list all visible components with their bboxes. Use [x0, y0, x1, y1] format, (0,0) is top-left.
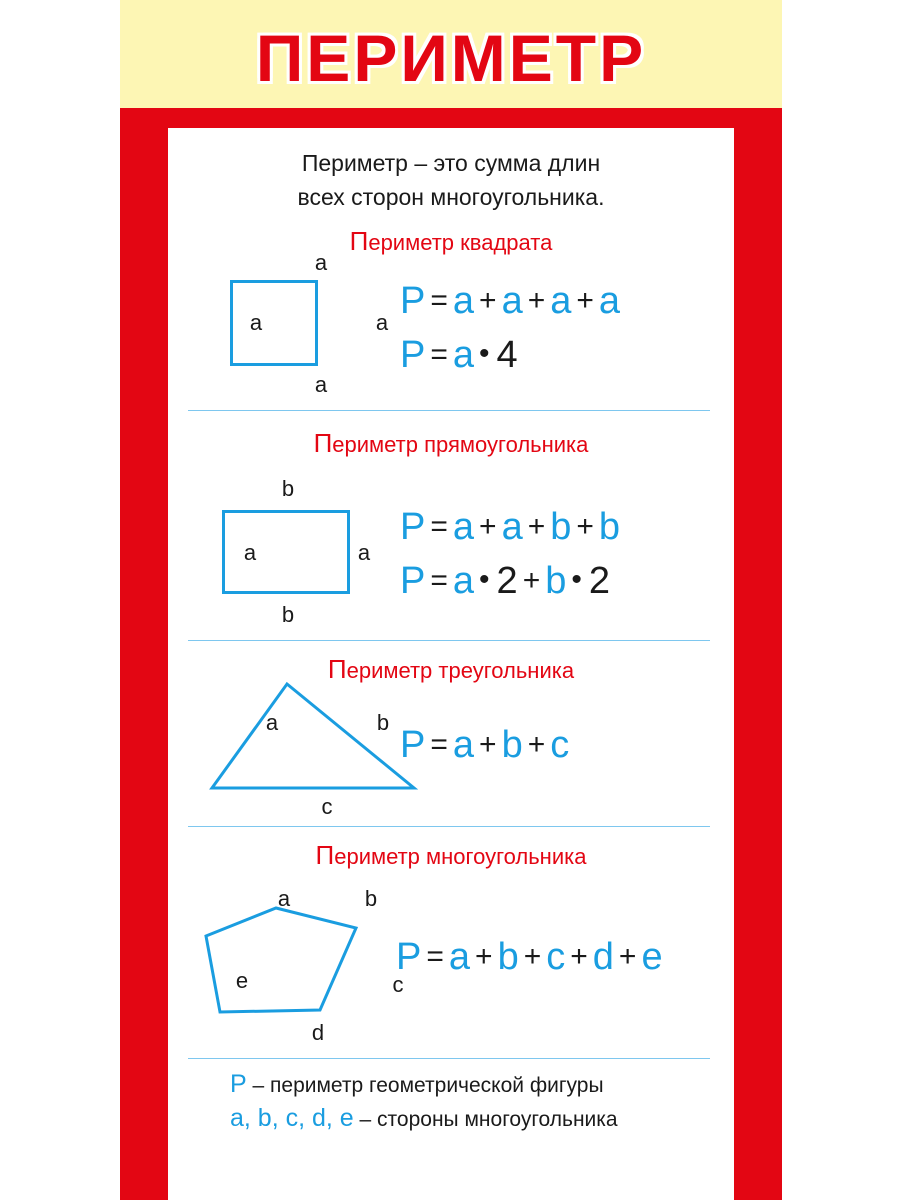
formula-term: •	[479, 337, 490, 370]
formula-term: a	[501, 280, 523, 322]
formula-term: a	[452, 334, 475, 376]
section-divider	[188, 1058, 710, 1059]
rectangle-formula-sum	[400, 508, 620, 546]
formula-term: +	[479, 728, 497, 761]
header-band	[120, 0, 782, 108]
formula-term: a	[452, 724, 475, 766]
formula-term: b	[550, 506, 572, 548]
formula-term: c	[546, 936, 566, 978]
polygon-label-d: d	[311, 1020, 325, 1045]
poster	[120, 0, 782, 1200]
formula-term: a	[550, 280, 572, 322]
definition-text	[168, 146, 734, 214]
rectangle-label-left: a	[243, 540, 257, 565]
formula-term: =	[430, 284, 448, 317]
formula-term: b	[501, 724, 523, 766]
formula-term: a	[501, 506, 523, 548]
section-divider	[188, 826, 710, 827]
formula-term: =	[430, 564, 448, 597]
rectangle-formula-product	[400, 562, 610, 600]
square-label-left: a	[249, 310, 263, 335]
section-divider	[188, 410, 710, 411]
formula-term: +	[618, 940, 637, 973]
formula-term: a	[598, 280, 621, 322]
triangle-section-title: Периметр треугольника	[327, 654, 575, 684]
definition-line-1: Периметр – это сумма длин	[301, 150, 601, 176]
formula-term: P	[400, 280, 426, 322]
formula-term: 2	[588, 560, 611, 602]
formula-term: +	[576, 510, 594, 543]
formula-term: +	[570, 940, 588, 973]
polygon-label-c: c	[392, 972, 404, 997]
square-label-bottom: a	[314, 372, 328, 397]
legend-perimeter: P – периметр геометрической фигуры	[230, 1070, 604, 1098]
square-label-top: a	[314, 250, 328, 275]
rectangle-label-top: b	[281, 476, 295, 501]
formula-term: =	[430, 510, 448, 543]
polygon-formula	[396, 938, 663, 976]
formula-term: P	[400, 334, 426, 376]
formula-term: +	[522, 564, 541, 597]
formula-term: P	[400, 560, 426, 602]
section-divider	[188, 640, 710, 641]
formula-term: •	[571, 563, 582, 596]
content-panel	[168, 128, 734, 1200]
square-formula-product	[400, 336, 518, 374]
formula-term: b	[497, 936, 519, 978]
formula-term: c	[550, 724, 570, 766]
polygon-section-title: Периметр многоугольника	[315, 840, 587, 870]
pentagon-shape	[202, 904, 362, 1016]
polygon-label-b: b	[364, 886, 378, 911]
formula-term: a	[452, 506, 475, 548]
formula-term: P	[400, 506, 426, 548]
formula-term: +	[527, 510, 546, 543]
definition-line-2: всех сторон многоугольника.	[297, 184, 605, 210]
formula-term: =	[426, 940, 444, 973]
formula-term: =	[430, 728, 448, 761]
rectangle-label-bottom: b	[281, 602, 295, 627]
formula-term: b	[545, 560, 567, 602]
formula-term: +	[527, 728, 546, 761]
formula-term: a	[452, 560, 475, 602]
triangle-shape	[208, 680, 424, 792]
formula-term: P	[400, 724, 426, 766]
formula-term: +	[479, 510, 497, 543]
formula-term: P	[396, 936, 422, 978]
triangle-label-a: a	[265, 710, 279, 735]
formula-term: +	[475, 940, 493, 973]
formula-term: a	[452, 280, 475, 322]
triangle-label-c: c	[321, 794, 333, 819]
formula-term: 4	[496, 334, 518, 376]
formula-term: 2	[496, 560, 518, 602]
square-shape	[230, 280, 318, 366]
rectangle-label-right: a	[357, 540, 371, 565]
formula-term: a	[448, 936, 471, 978]
rectangle-section-title: Периметр прямоугольника	[313, 428, 589, 458]
polygon-label-e: e	[235, 968, 249, 993]
formula-term: e	[641, 936, 663, 978]
triangle-label-b: b	[376, 710, 390, 735]
square-formula-sum	[400, 282, 620, 320]
formula-term: +	[527, 284, 546, 317]
triangle-formula	[400, 726, 569, 764]
square-label-right: a	[375, 310, 389, 335]
formula-term: +	[523, 940, 542, 973]
legend-sides: a, b, c, d, e – стороны многоугольника	[230, 1104, 618, 1132]
page-title: ПЕРИМЕТР	[255, 21, 647, 95]
formula-term: +	[479, 284, 497, 317]
formula-term: =	[430, 338, 448, 371]
square-section-title: Периметр квадрата	[349, 226, 553, 256]
formula-term: b	[598, 506, 621, 548]
formula-term: •	[479, 563, 490, 596]
polygon-label-a: a	[277, 886, 291, 911]
formula-term: d	[592, 936, 614, 978]
formula-term: +	[576, 284, 594, 317]
